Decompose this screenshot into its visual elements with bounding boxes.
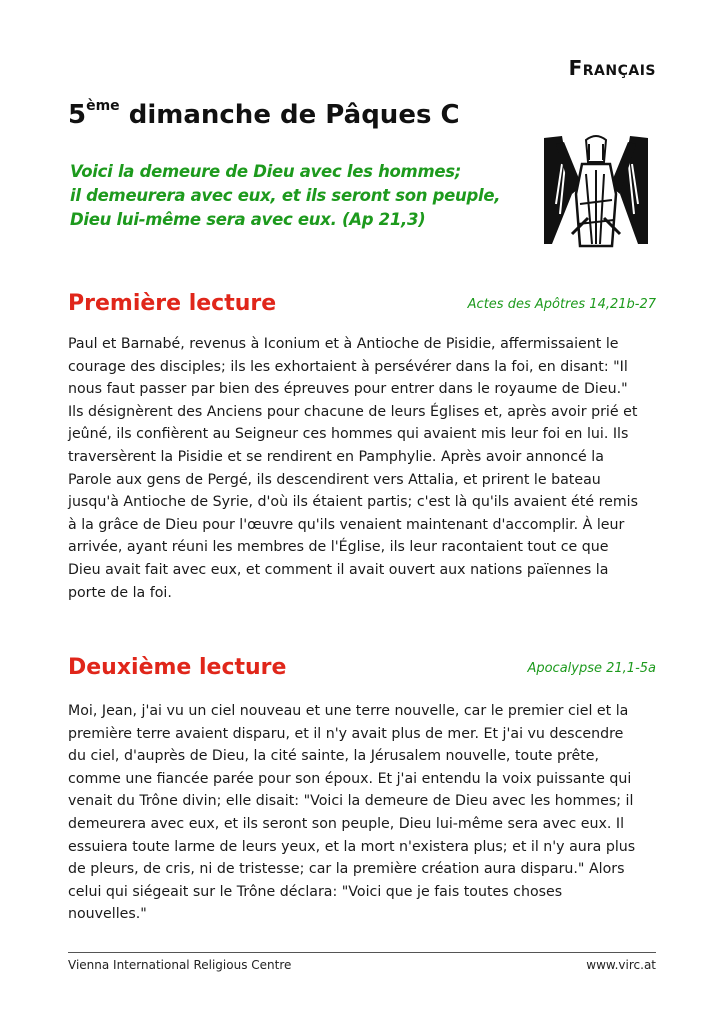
second-reading-text bbox=[68, 700, 658, 926]
first-reading-title: Première lecture bbox=[68, 291, 277, 316]
text-line: jusqu'à Antioche de Syrie, d'où ils étaient partis; c'est là qu'ils avaient été remis bbox=[68, 494, 638, 511]
first-reading-text bbox=[68, 333, 658, 604]
text-line: à la grâce de Dieu pour l'œuvre qu'ils venaient maintenant d'accomplir. À leur bbox=[68, 516, 625, 533]
text-line: celui qui siégeait sur le Trône déclara: "Voici que je fais toutes choses bbox=[68, 883, 563, 900]
text-line: courage des disciples; ils les exhortaient à persévérer dans la foi, en disant: "Il bbox=[68, 358, 628, 375]
text-line: nouvelles." bbox=[68, 906, 147, 923]
risen-christ-woodcut-icon bbox=[542, 134, 650, 248]
text-line: nous faut passer par bien des épreuves pour entrer dans le royaume de Dieu." bbox=[68, 381, 628, 398]
text-line: arrivée, ayant réuni les membres de l'Église, ils leur racontaient tout ce que bbox=[68, 539, 609, 556]
second-reading-header bbox=[68, 650, 656, 680]
text-line: du ciel, d'auprès de Dieu, la cité sainte, la Jérusalem nouvelle, toute prête, bbox=[68, 748, 600, 765]
verse-line: Dieu lui-même sera avec eux. (Ap 21,3) bbox=[70, 210, 426, 229]
first-reading-header bbox=[68, 286, 656, 316]
text-line: porte de la foi. bbox=[68, 584, 172, 601]
text-line: Ils désignèrent des Anciens pour chacune de leurs Églises et, après avoir prié et bbox=[68, 403, 638, 420]
key-verse bbox=[70, 160, 510, 232]
text-line: traversèrent la Pisidie et se rendirent en Pamphylie. Après avoir annoncé la bbox=[68, 448, 604, 465]
text-line: essuiera toute larme de leurs yeux, et la mort n'existera plus; et il n'y aura plus bbox=[68, 838, 636, 855]
first-reading-reference: Actes des Apôtres 14,21b-27 bbox=[467, 297, 656, 312]
second-reading-reference: Apocalypse 21,1-5a bbox=[527, 661, 656, 676]
title-number: 5 bbox=[68, 100, 87, 130]
footer-divider bbox=[68, 952, 656, 953]
text-line: Parole aux gens de Pergé, ils descendirent vers Attalia, et prirent le bateau bbox=[68, 471, 601, 488]
footer-organization: Vienna International Religious Centre bbox=[68, 958, 292, 972]
text-line: venait du Trône divin; elle disait: "Voici la demeure de Dieu avec les hommes; il bbox=[68, 793, 634, 810]
second-reading-title: Deuxième lecture bbox=[68, 655, 287, 680]
title-text: dimanche de Pâques C bbox=[119, 100, 460, 130]
text-line: de pleurs, de cris, ni de tristesse; car la première création aura disparu." Alors bbox=[68, 861, 625, 878]
language-label: Français bbox=[568, 56, 656, 80]
text-line: comme une fiancée parée pour son époux. Et j'ai entendu la voix puissante qui bbox=[68, 770, 632, 787]
text-line: Paul et Barnabé, revenus à Iconium et à Antioche de Pisidie, affermissaient le bbox=[68, 336, 619, 352]
text-line: première terre avaient disparu, et il n'y avait plus de mer. Et j'ai vu descendre bbox=[68, 725, 624, 742]
text-line: Dieu avait fait avec eux, et comment il avait ouvert aux nations païennes la bbox=[68, 561, 609, 578]
text-line: demeurera avec eux, et ils seront son peuple, Dieu lui-même sera avec eux. Il bbox=[68, 815, 625, 832]
title-superscript: ème bbox=[86, 98, 120, 114]
verse-line: il demeurera avec eux, et ils seront son peuple, bbox=[70, 186, 501, 205]
verse-line: Voici la demeure de Dieu avec les hommes; bbox=[70, 162, 462, 181]
text-line: jeûné, ils confièrent au Seigneur ces hommes qui avaient mis leur foi en lui. Ils bbox=[68, 426, 629, 443]
footer-website[interactable]: www.virc.at bbox=[586, 958, 656, 972]
text-line: Moi, Jean, j'ai vu un ciel nouveau et une terre nouvelle, car le premier ciel et la bbox=[68, 703, 629, 719]
page-title bbox=[68, 100, 460, 130]
